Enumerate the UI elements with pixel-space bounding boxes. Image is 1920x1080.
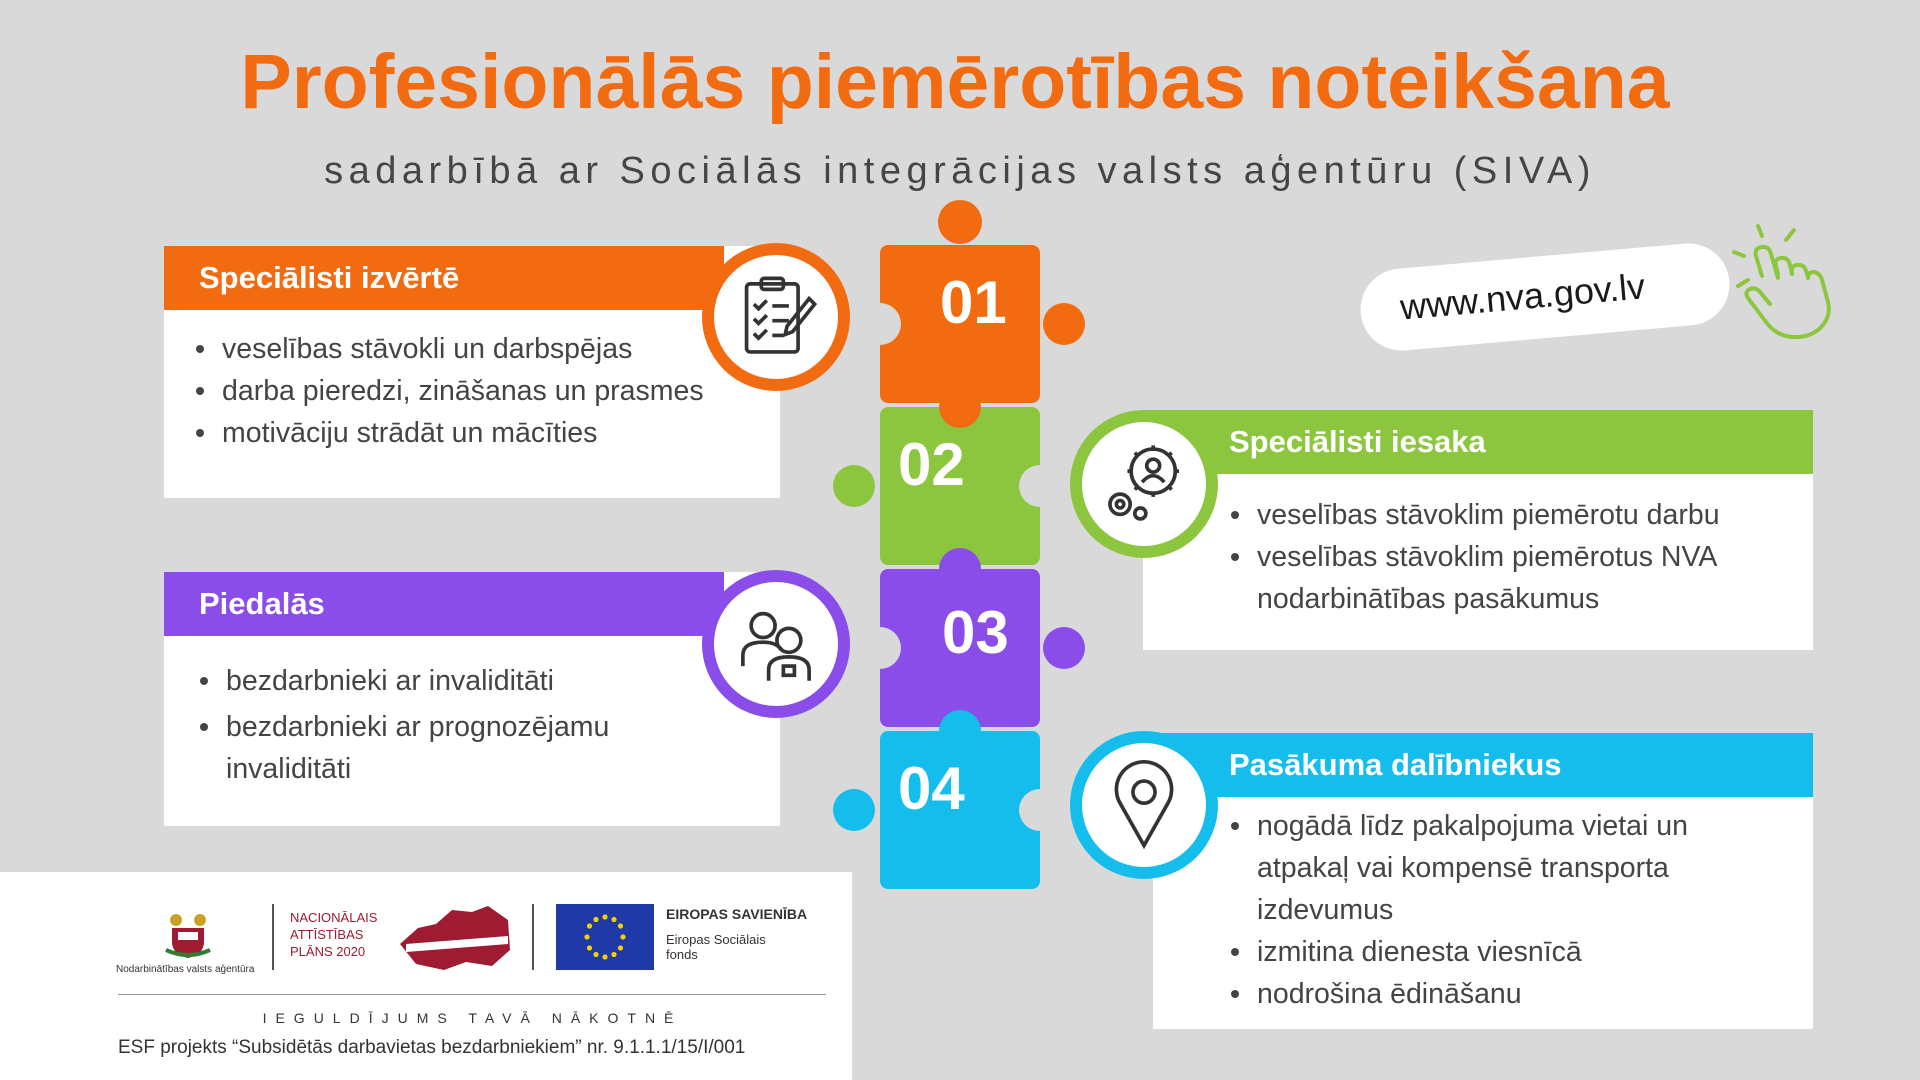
list-item: nodrošina ēdināšanu [1227,973,1747,1015]
pointer-hand-click-icon [1690,222,1840,348]
gears-person-icon [1098,438,1190,530]
step-number-02: 02 [898,431,965,498]
clipboard-checklist-icon [730,271,822,363]
list-item: bezdarbnieki ar invaliditāti [196,660,656,702]
latvia-map-logo [396,900,514,974]
website-url[interactable]: www.nva.gov.lv [1398,265,1647,328]
list-item: veselības stāvoklim piemērotu darbu [1227,494,1787,536]
card-measure [1153,733,1813,1029]
card-measure-header: Pasākuma dalībniekus [1153,733,1813,797]
website-link[interactable] [1357,240,1733,354]
people-icon [730,598,822,690]
badge-measure [1070,731,1218,879]
page-subtitle: sadarbībā ar Sociālās integrācijas valsts aģentūru (SIVA) [324,150,1596,192]
nap-line-3: PLĀNS 2020 [290,944,366,959]
badge-participants [702,570,850,718]
page-title: Profesionālās piemērotības noteikšana [240,39,1670,125]
eu-fund-line-1: Eiropas Sociālais [666,932,766,947]
eu-flag-logo [556,904,654,970]
step-number-03: 03 [942,599,1009,666]
card-assess-list [192,328,704,454]
divider [272,904,274,970]
list-item: bezdarbnieki ar prognozējamu invaliditāti [196,706,656,790]
card-participants-list [196,660,656,790]
badge-recommend [1070,410,1218,558]
card-participants-header: Piedalās [164,572,724,636]
badge-assess [702,243,850,391]
list-item: motivāciju strādāt un mācīties [192,412,704,454]
list-item: veselības stāvokli un darbspējas [192,328,704,370]
footer-rule [118,994,826,995]
eu-fund-line-2: fonds [666,947,698,962]
list-item: izmitina dienesta viesnīcā [1227,931,1747,973]
card-assess-header: Speciālisti izvērtē [164,246,724,310]
list-item: darba pieredzi, zināšanas un prasmes [192,370,704,412]
project-reference: ESF projekts “Subsidētās darbavietas bezdarbniekiem” nr. 9.1.1.1/15/I/001 [118,1037,746,1058]
list-item: nogādā līdz pakalpojuma vietai un atpakaļ vai kompensē transporta izdevumus [1227,805,1747,931]
list-item: veselības stāvoklim piemērotus NVA nodarbinātības pasākumus [1227,536,1787,620]
card-measure-list [1227,805,1747,1015]
card-recommend-header: Speciālisti iesaka [1143,410,1813,474]
agency-name: Nodarbinātības valsts aģentūra [116,964,255,975]
card-assess [164,246,780,498]
eu-title: EIROPAS SAVIENĪBA [666,906,808,922]
card-participants [164,572,780,826]
nap-line-2: ATTĪSTĪBAS [290,927,364,942]
nap-line-1: NACIONĀLAIS [290,910,378,925]
divider [532,904,534,970]
footer-tagline: IEGULDĪJUMS TAVĀ NĀKOTNĒ [262,1010,683,1026]
card-recommend [1143,410,1813,650]
coat-of-arms-icon [158,902,218,962]
step-number-04: 04 [898,755,965,822]
card-recommend-list [1227,494,1787,620]
map-pin-icon [1098,759,1190,851]
step-number-01: 01 [940,269,1007,336]
